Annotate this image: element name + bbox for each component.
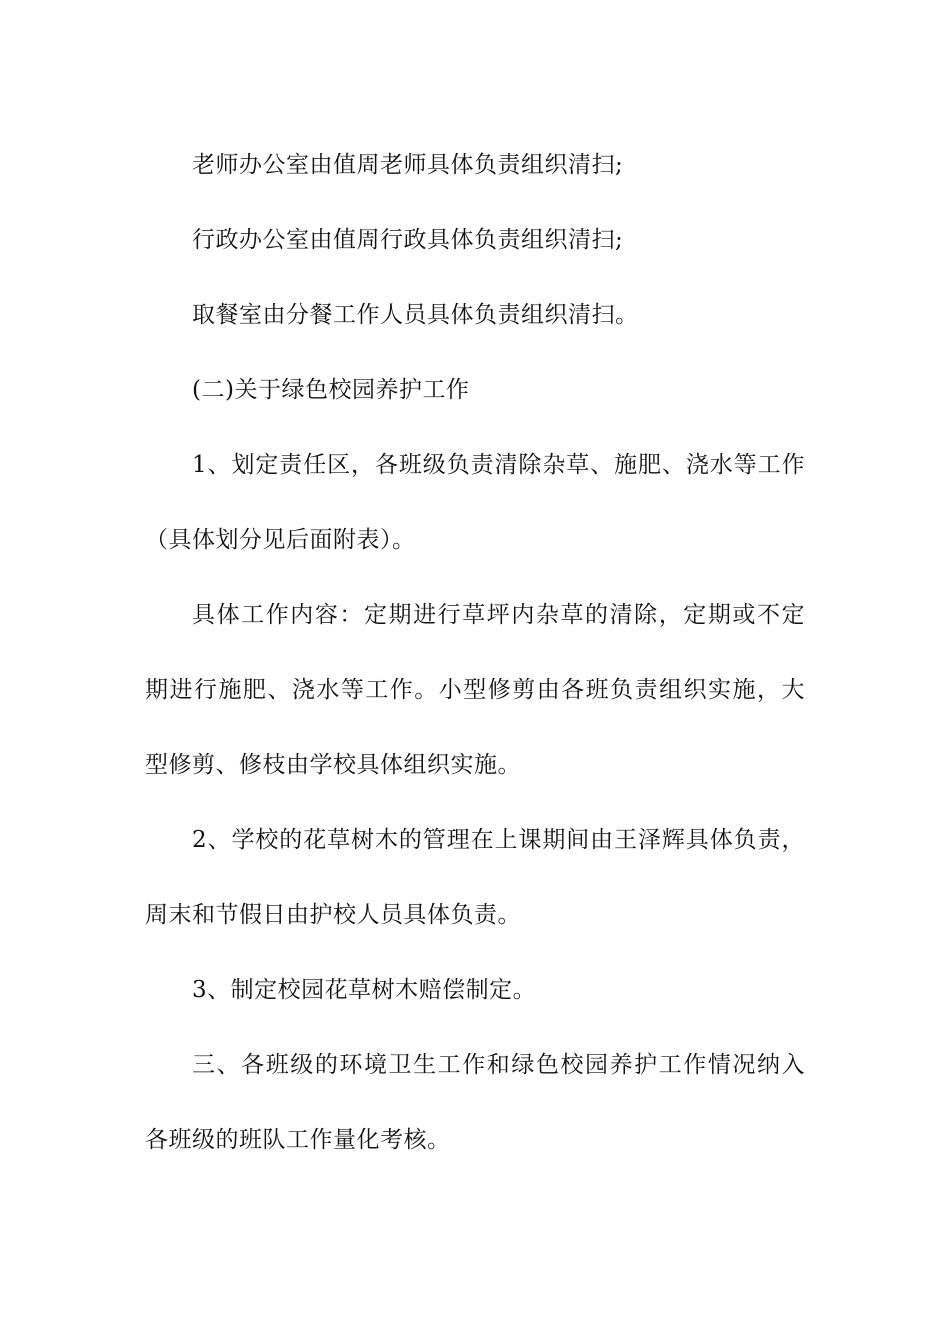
paragraph-line: 行政办公室由值周行政具体负责组织清扫;: [192, 227, 624, 253]
paragraph-line: 1、划定责任区，各班级负责清除杂草、施肥、浇水等工作: [192, 452, 805, 478]
paragraph-line: 老师办公室由值周老师具体负责组织清扫;: [192, 152, 624, 178]
paragraph-line: 周末和节假日由护校人员具体负责。: [145, 902, 521, 928]
paragraph-line: 三、各班级的环境卫生工作和绿色校园养护工作情况纳入: [192, 1052, 805, 1078]
paragraph-line: 3、制定校园花草树木赔偿制定。: [192, 977, 537, 1003]
section-heading: (二)关于绿色校园养护工作: [192, 377, 470, 403]
paragraph-line: （具体划分见后面附表）。: [145, 527, 416, 553]
paragraph-line: 具体工作内容：定期进行草坪内杂草的清除，定期或不定: [192, 602, 805, 628]
paragraph-line: 型修剪、修枝由学校具体组织实施。: [145, 752, 521, 778]
paragraph-line: 2、学校的花草树木的管理在上课期间由王泽辉具体负责，: [192, 827, 805, 853]
paragraph-line: 期进行施肥、浇水等工作。小型修剪由各班负责组织实施，大: [145, 677, 805, 703]
paragraph-line: 各班级的班队工作量化考核。: [145, 1127, 451, 1153]
paragraph-line: 取餐室由分餐工作人员具体负责组织清扫。: [192, 302, 639, 328]
document-body: [145, 128, 805, 1178]
